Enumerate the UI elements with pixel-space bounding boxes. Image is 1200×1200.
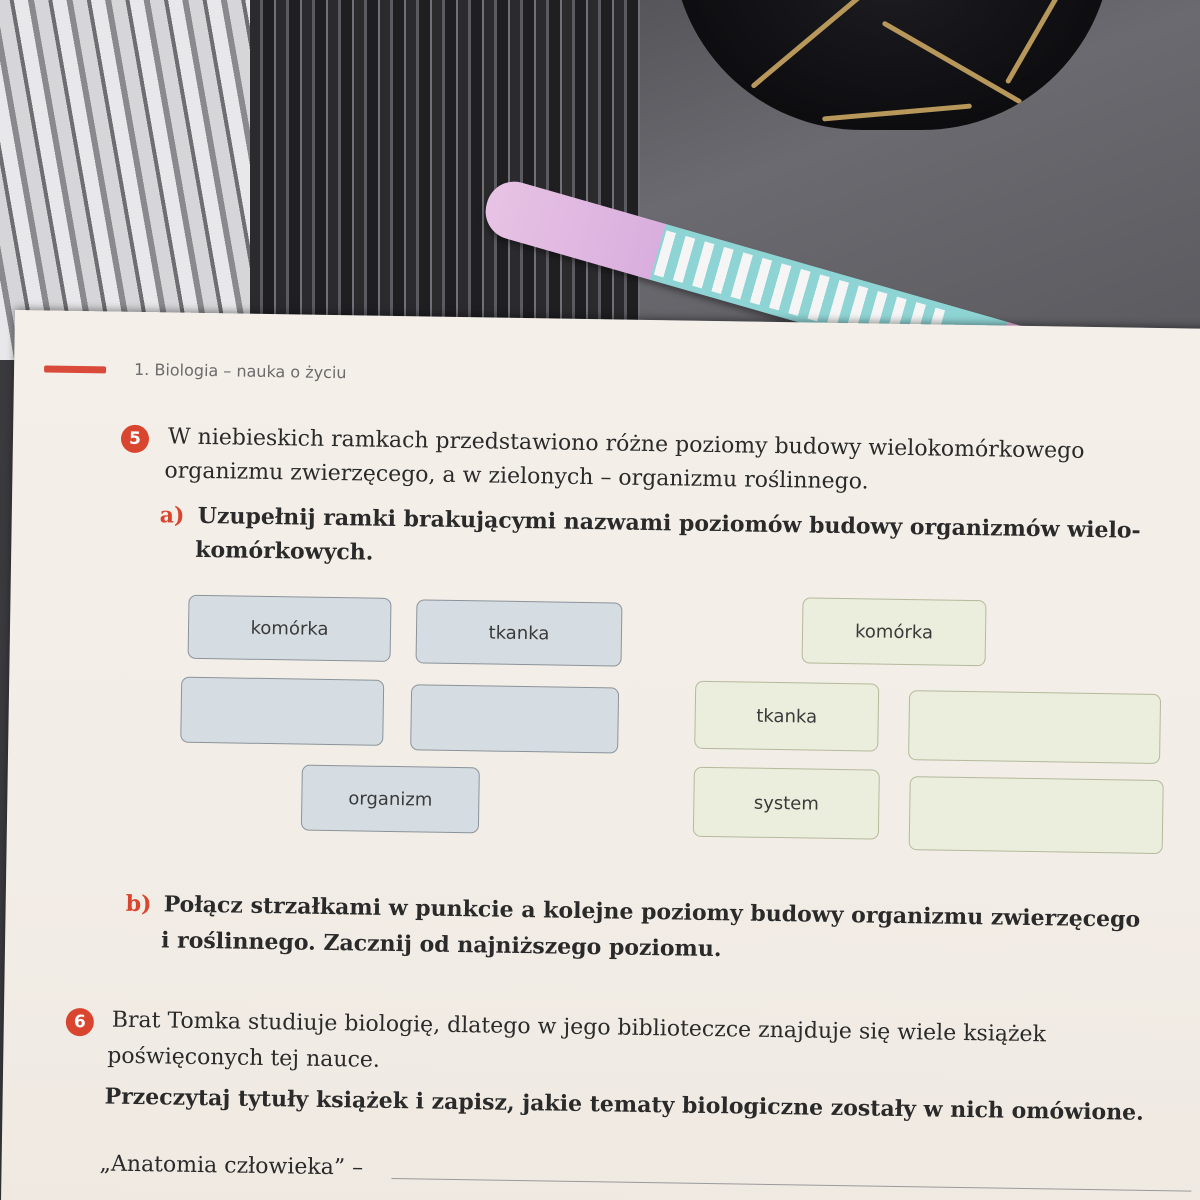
- plant-box-system: system: [693, 767, 880, 840]
- task-6-line2: poświęconych tej nauce.: [107, 1043, 381, 1073]
- task-5-number: 5: [121, 425, 149, 453]
- chapter-marker: [44, 365, 106, 373]
- animal-box-empty-2[interactable]: [410, 684, 619, 753]
- animal-box-organism: organizm: [301, 765, 480, 834]
- task-5b-line2: i roślinnego. Zacznij od najniższego poziomu.: [160, 927, 722, 963]
- wood-surface: [0, 0, 290, 360]
- plant-box-cell: komórka: [802, 597, 987, 666]
- plant-box-empty-2[interactable]: [909, 776, 1164, 854]
- plant-box-empty-1[interactable]: [908, 690, 1161, 764]
- task-5b-line1: Połącz strzałkami w punkcie a kolejne poziomy budowy organizmu zwierzęcego: [163, 891, 1141, 933]
- animal-box-empty-1[interactable]: [180, 677, 384, 746]
- task-5-intro-line1: W niebieskich ramkach przedstawiono różne poziomy budowy wielokomórkowego: [167, 424, 1085, 464]
- answer-line-1[interactable]: [391, 1178, 1191, 1192]
- workbook-page: [1, 310, 1200, 1200]
- animal-box-tissue: tkanka: [415, 599, 622, 666]
- task-5-intro-line2: organizmu zwierzęcego, a w zielonych – organizmu roślinnego.: [164, 458, 869, 495]
- plant-box-tissue: tkanka: [694, 681, 879, 752]
- chapter-header: 1. Biologia – nauka o życiu: [133, 359, 347, 383]
- rug-texture: [250, 0, 670, 330]
- task-5a-line2: komórkowych.: [195, 536, 374, 566]
- animal-box-cell: komórka: [188, 595, 392, 662]
- task-5a-line1: Uzupełnij ramki brakującymi nazwami poziomów budowy organizmów wielo-: [197, 502, 1141, 544]
- task-6-instruction: Przeczytaj tytuły książek i zapisz, jakie tematy biologiczne zostały w nich omówione.: [104, 1083, 1145, 1126]
- task-5a-label: a): [159, 502, 185, 529]
- task-6-number: 6: [66, 1008, 94, 1036]
- book-title-1: „Anatomia człowieka” –: [99, 1151, 364, 1181]
- task-5b-label: b): [125, 890, 152, 918]
- task-6-line1: Brat Tomka studiuje biologię, dlatego w jego biblioteczce znajduje się wiele książek: [111, 1007, 1047, 1048]
